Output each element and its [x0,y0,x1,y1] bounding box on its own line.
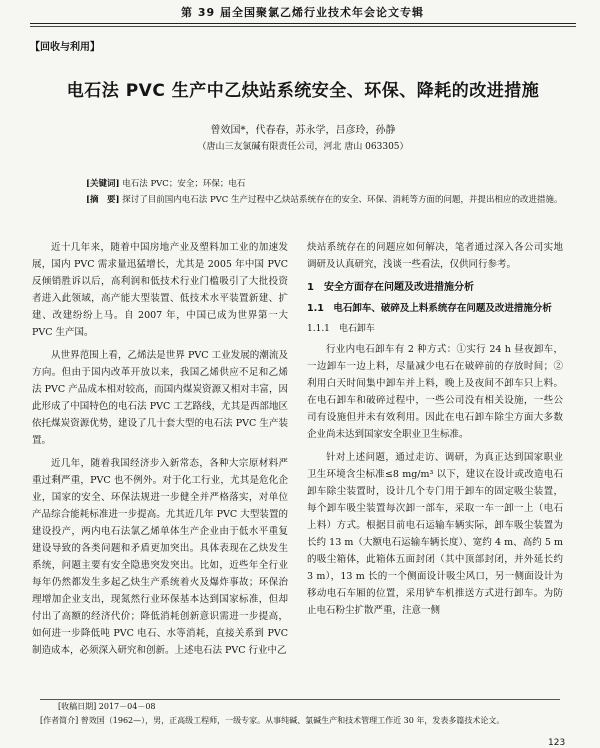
section-tag: 【回收与利用】 [30,42,100,53]
affiliation: （唐山三友氯碱有限责任公司，河北 唐山 063305） [197,142,409,152]
footnote-rule [40,699,560,700]
body-paragraph: 行业内电石卸车有 2 种方式：①实行 24 h 昼夜卸车，一边卸车一边上料，尽量减少电石在破碎前的存放时间；②利用白天时间集中卸车并上料，晚上及夜间不卸车只上料。在电石卸车和破碎过程中，一些公司没有相关设施，一些公司有设施但并未有效利用。因此在电石卸车除尘方面大多数企业尚未达到国家安全职业卫生标准。 [307,344,563,440]
body-paragraph: 近十几年来，随着中国房地产业及塑料加工业的加速发展，国内 PVC 需求量迅猛增长，尤其是 2005 年中国 PVC 反倾销胜诉以后，高利润和低技术行业门槛吸引了大批投资者进入此领域，高产能大型装置、低技术水平装置新建、扩建、改建纷纷上马。自 2007 年，中国已成为世界第一大 PVC 生产国。 [32,242,288,338]
keywords-label: [关键词] [86,179,120,189]
authors: 曾效国*，代春春，苏永学，吕彦玲，孙静 [210,125,396,136]
abstract [86,193,566,208]
running-head: 第 39 届全国聚氯乙烯行业技术年会论文专辑 [181,6,424,19]
paper-title: 电石法 PVC 生产中乙炔站系统安全、环保、降耗的改进措施 [66,81,540,101]
subsection-heading: 1.1 电石卸车、破碎及上料系统存在问题及改进措施分析 [307,303,552,314]
header-rule-thin [30,26,576,27]
subsubsection-heading: 1.1.1 电石卸车 [307,324,375,334]
body-paragraph: 从世界范围上看，乙烯法是世界 PVC 工业发展的潮流及方向。但由于国内改革开放以来，我国乙烯供应不足和乙烯法 PVC 产品成本相对较高，而国内煤炭资源又相对丰富，因此形成了中国特色的电石法 PVC 工艺路线，尤其是西部地区依托煤炭资源优势，建设了几十套大型的电石法 PVC 生产装置。 [32,350,288,446]
abstract-text: 探讨了目前国内电石法 PVC 生产过程中乙炔站系统存在的安全、环保、消耗等方面的问题，并提出相应的改进措施。 [122,195,563,205]
left-column [32,239,288,665]
keywords [86,177,245,189]
section-heading: 1 安全方面存在问题及改进措施分析 [307,282,474,293]
footnote-received: [收稿日期] 2017－04－08 [58,702,156,711]
abstract-label: [摘 要] [86,195,120,205]
footnote-author: [作者简介] 曾效国（1962—），男，正高级工程师，一级专家。从事纯碱、氯碱生产和技术管理工作近 30 年，发表多篇技术论文。 [40,716,505,725]
right-column [307,239,563,625]
body-paragraph: 近几年，随着我国经济步入新常态，各种大宗原材料严重过剩严重，PVC 也不例外。对于化工行业，尤其是危化企业，国家的安全、环保法规进一步健全并严格落实，对单位产品综合能耗标准进一步提高。尤其近几年 PVC 大型装置的建设投产，两内电石法氯乙烯单体生产企业由于低水平重复建设导致的各类问题和矛盾更加突出。具体表现在乙炔发生系统，问题主要有安全隐患突发突出。比如，近些年全行业每年仍然都发生多起乙炔生产系统着火及爆炸事故；环保治理增加企业支出，现氮然行业环保基本达到国家标准，但却付出了高额的经济代价；降低消耗创新意识需进一步提高，如何进一步降低吨 PVC 电石、水等消耗，直接关系到 PVC 制造成本，必须深入研究和创新。上述电石法 PVC 行业中乙 [32,458,288,656]
body-paragraph: 炔站系统存在的问题应如何解决，笔者通过深入各公司实地调研及认真研究，浅谈一些看法，仅供同行参考。 [307,242,563,270]
body-paragraph: 针对上述问题，通过走访、调研，为真正达到国家职业卫生环境含尘标准≤8 mg/m³ 以下，建议在设计或改造电石卸车除尘装置时，设计几个专门用于卸车的固定吸尘装置，每个卸车吸尘装置每次卸一部车，采取一车一卸一上（电石上料）方式。根据目前电石运输车辆实际，卸车吸尘装置为长约 13 m（大额电石运输车辆长度）、宽约 4 m、高约 5 m 的吸尘箱体，此箱体五面封闭（其中顶部封闭，并外延长约 3 m），13 m 长的一个侧面设计吸尘风口，另一侧面设计为移动电石车厢的位置，采用铲车机推送方式进行卸车。为防止电石粉尘扩散严重，注意一侧 [307,452,563,616]
keywords-text: 电石法 PVC；安全；环保；电石 [122,179,246,189]
header-rule [30,23,576,24]
page-number: 123 [548,738,566,748]
